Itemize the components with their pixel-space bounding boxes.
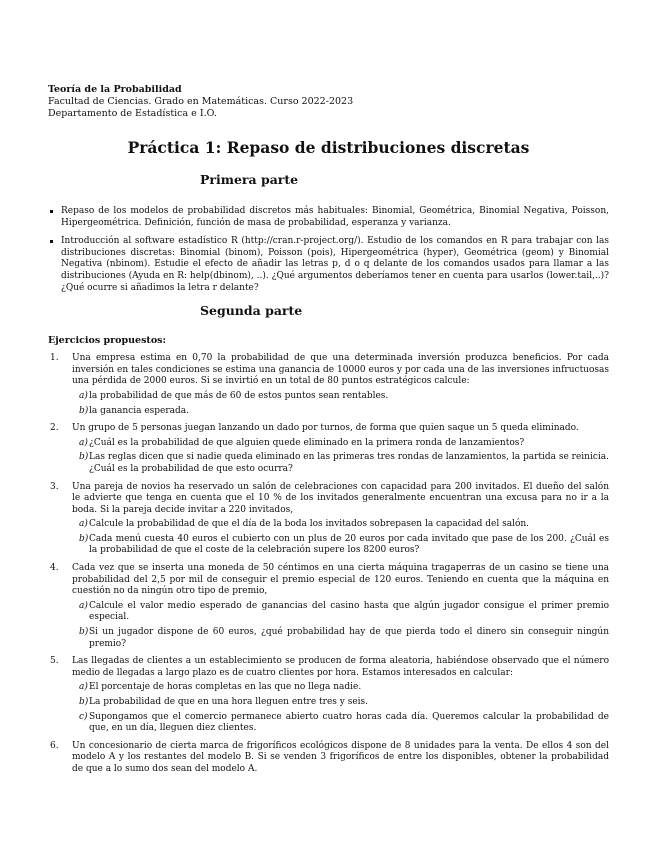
subitem <box>72 534 609 557</box>
bullet-mark <box>50 210 53 213</box>
exercise-number: 3. <box>50 481 59 492</box>
subitem <box>72 519 609 531</box>
subitem <box>72 452 609 475</box>
subitem-letter: b) <box>79 405 89 416</box>
subitem-letter: a) <box>79 437 88 448</box>
exercise-list <box>48 353 609 775</box>
subitem-text: El porcentaje de horas completas en las que no llega nadie. <box>89 682 362 693</box>
exercise-item <box>48 656 609 735</box>
exercise-text: Cada vez que se inserta una moneda de 50 céntimos en una cierta máquina tragaperras de un casino se tiene una probabilidad del 2,5 por mil de conseguir el premio especial de 120 euros. Teniendo en cuenta que la máquina en cuestión no da ningún otro tipo de premio, <box>72 563 609 597</box>
exercise-number: 1. <box>50 353 59 364</box>
subitem <box>72 391 609 403</box>
exercise-item <box>48 423 609 475</box>
part1-heading: Primera parte <box>200 172 299 187</box>
subitem-text: Cada menú cuesta 40 euros el cubierto con un plus de 20 euros por cada invitado que pase de los 200. ¿Cuál es la probabilidad de que el coste de la celebración supere los 8200 euros? <box>89 533 609 556</box>
subitem-text: la probabilidad de que más de 60 de estos puntos sean rentables. <box>89 390 389 401</box>
subitem-text: ¿Cuál es la probabilidad de que alguien quede eliminado en la primera ronda de lanzamientos? <box>89 437 525 448</box>
subitem-letter: a) <box>79 600 88 611</box>
subitem <box>72 712 609 735</box>
bullet-text: Repaso de los modelos de probabilidad discretos más habituales: Binomial, Geométrica, Binomial Negativa, Poisson, Hipergeométrica. Definición, función de masa de probabilidad, esperanza y varianza. <box>61 206 609 228</box>
exercise-number: 2. <box>50 423 59 434</box>
exercise-item <box>48 353 609 417</box>
bullet-mark <box>50 240 53 243</box>
bullet-item <box>48 236 609 294</box>
subitem-letter: b) <box>79 533 89 544</box>
subitem-list <box>72 519 609 557</box>
subitem-list <box>72 601 609 650</box>
department-line: Departamento de Estadística e I.O. <box>48 108 217 119</box>
bullet-text: Introducción al software estadístico R (http://cran.r-project.org/). Estudio de los comandos en R para trabajar con las distribuciones discretas: Binomial (binom), Poisson (pois), Hipergeométrica (hyper), Geométrica (geom) y Binomial Negativa (nbinom). Estudie el efecto de añadir las letras p, d o q delante de los comandos usados para llamar a las distribuciones (Ayuda en R: help(dbinom), ..). ¿Qué argumentos deberíamos tener en cuenta para usarlos (lower.tail,..)? ¿Qué ocurre si añadimos la letra r delante? <box>61 236 609 293</box>
exercise-item <box>48 741 609 776</box>
subitem-text: Las reglas dicen que si nadie queda eliminado en las primeras tres rondas de lanzamientos, la partida se reinicia. ¿Cuál es la probabilidad de que esto ocurra? <box>89 452 609 474</box>
faculty-line: Facultad de Ciencias. Grado en Matemáticas. Curso 2022-2023 <box>48 96 354 107</box>
subitem-text: la ganancia esperada. <box>89 405 190 416</box>
exercise-text: Una empresa estima en 0,70 la probabilidad de que una determinada inversión produzca beneficios. Por cada inversión en tales condiciones se estima una ganancia de 10000 euros y por cada una de las inversiones infructuosas una pérdida de 2000 euros. Si se invirtió en un total de 80 puntos estratégicos calcule: <box>72 353 609 387</box>
subitem-letter: a) <box>79 519 88 530</box>
exercise-text: Una pareja de novios ha reservado un salón de celebraciones con capacidad para 200 invitados. El dueño del salón le advierte que tenga en cuenta que el 10 % de los invitados generalmente encuentran una excusa para no ir a la boda. Si la pareja decide invitar a 220 invitados, <box>72 481 609 515</box>
subitem-letter: b) <box>79 452 89 463</box>
course-name: Teoría de la Probabilidad <box>48 84 182 95</box>
subitem <box>72 438 609 450</box>
page-title: Práctica 1: Repaso de distribuciones discretas <box>127 138 530 157</box>
subitem-list <box>72 682 609 734</box>
subitem-letter: a) <box>79 390 88 401</box>
subitem <box>72 601 609 624</box>
exercise-text: Las llegadas de clientes a un establecimiento se producen de forma aleatoria, habiéndose observado que el número medio de llegadas a largo plazo es de cuatro clientes por hora. Estamos interesados en calcular: <box>72 656 609 678</box>
subitem-text: Calcule el valor medio esperado de ganancias del casino hasta que algún jugador consigue el primer premio especial. <box>89 600 609 623</box>
subitem-text: Calcule la probabilidad de que el día de la boda los invitados sobrepasen la capacidad del salón. <box>89 519 530 530</box>
exercises-heading: Ejercicios propuestos: <box>48 335 167 347</box>
exercise-number: 4. <box>50 563 59 574</box>
subitem <box>72 682 609 694</box>
subitem-text: Si un jugador dispone de 60 euros, ¿qué probabilidad hay de que pierda todo el dinero sin conseguir ningún premio? <box>89 627 609 649</box>
part1-bullet-list <box>48 206 609 294</box>
subitem <box>72 697 609 709</box>
exercise-item <box>48 563 609 650</box>
document-header <box>48 84 609 120</box>
exercise-text: Un grupo de 5 personas juegan lanzando un dado por turnos, de forma que quien saque un 5 queda eliminado. <box>72 423 579 434</box>
subitem-text: La probabilidad de que en una hora lleguen entre tres y seis. <box>89 697 369 707</box>
subitem-text: Supongamos que el comercio permanece abierto cuatro horas cada día. Queremos calcular la probabilidad de que, en un día, lleguen diez clientes. <box>89 711 609 734</box>
subitem-list <box>72 438 609 476</box>
exercise-text: Un concesionario de cierta marca de frigoríficos ecológicos dispone de 8 unidades para la venta. De ellos 4 son del modelo A y los restantes del modelo B. Si se venden 3 frigoríficos de entre los disponibles, obtener la probabilidad de que a lo sumo dos sean del modelo A. <box>72 740 609 774</box>
bullet-item <box>48 206 609 229</box>
exercise-item <box>48 482 609 558</box>
subitem-letter: b) <box>79 627 89 638</box>
subitem <box>72 406 609 418</box>
subitem-letter: b) <box>79 697 89 707</box>
subitem <box>72 627 609 650</box>
subitem-list <box>72 391 609 417</box>
subitem-letter: c) <box>79 711 88 722</box>
part2-heading: Segunda parte <box>200 303 303 319</box>
exercise-number: 6. <box>50 740 59 751</box>
subitem-letter: a) <box>79 682 88 693</box>
exercise-number: 5. <box>50 656 59 667</box>
